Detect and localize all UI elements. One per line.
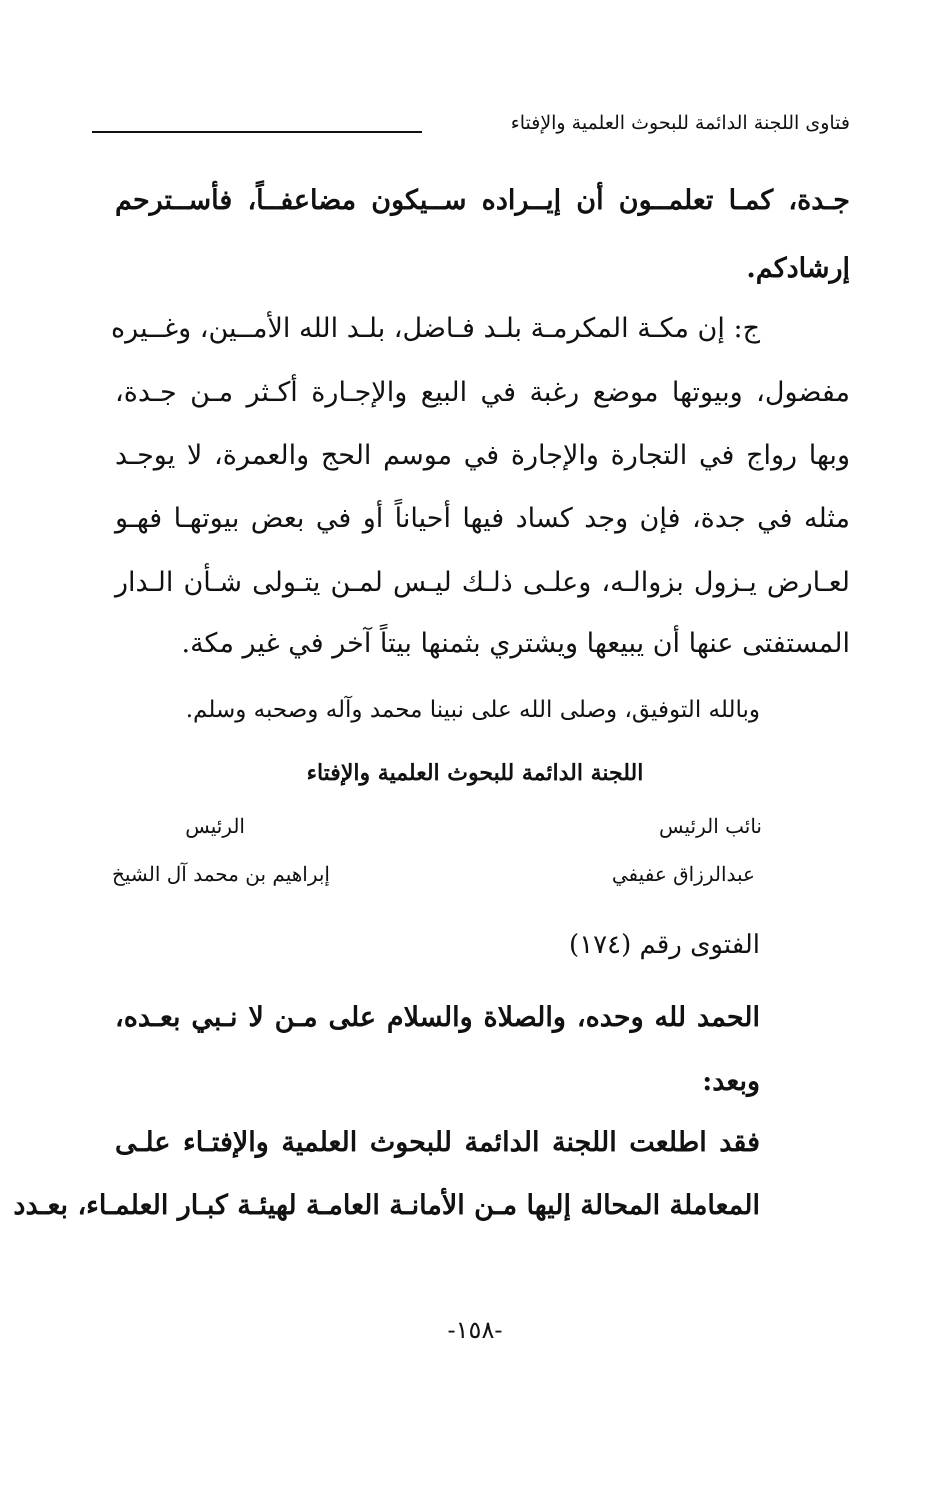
answer-line: مفضول، وبيوتها موضع رغبة في البيع والإجـارة أكـثر مـن جـدة،	[115, 377, 850, 408]
header-rule	[92, 131, 422, 133]
fatwa-line: المعاملة المحالة إليها مـن الأمانـة العامـة لهيئـة كبـار العلمـاء، بعـدد	[13, 1190, 760, 1221]
fatwa-number: الفتوى رقم (١٧٤)	[569, 930, 760, 960]
vice-chair-name: عبدالرزاق عفيفي	[611, 862, 755, 886]
vice-chair-title: نائب الرئيس	[658, 814, 762, 838]
running-header: فتاوى اللجنة الدائمة للبحوث العلمية والإفتاء	[510, 112, 850, 134]
fatwa-line: فقد اطلعت اللجنة الدائمة للبحوث العلمية والإفتـاء علـى	[115, 1127, 760, 1158]
answer-line: المستفتى عنها أن يبيعها ويشتري بثمنها بيتاً آخر في غير مكة.	[181, 628, 850, 659]
committee-name: اللجنة الدائمة للبحوث العلمية والإفتاء	[306, 760, 644, 786]
question-line: إرشادكم.	[746, 253, 850, 284]
closing-line: وبالله التوفيق، وصلى الله على نبينا محمد وآله وصحبه وسلم.	[185, 697, 760, 723]
chair-name: إبراهيم بن محمد آل الشيخ	[111, 862, 330, 886]
fatwa-line: وبعد:	[702, 1066, 760, 1097]
page-number: -١٥٨-	[447, 1316, 503, 1344]
answer-line: وبها رواج في التجارة والإجارة في موسم الحج والعمرة، لا يوجـد	[115, 440, 850, 471]
question-line: جـدة، كمـا تعلمــون أن إيــراده ســيكون مضاعفــاً، فأســترحم	[115, 185, 850, 216]
answer-line: ج: إن مكـة المكرمـة بلـد فـاضل، بلـد الله الأمــين، وغــيره	[111, 313, 760, 344]
fatwa-line: الحمد لله وحده، والصلاة والسلام على مـن لا نـبي بعـده،	[115, 1002, 760, 1033]
answer-line: مثله في جدة، فإن وجد كساد فيها أحياناً أو في بعض بيوتهـا فهـو	[115, 503, 850, 534]
answer-line: لعـارض يـزول بزوالـه، وعلـى ذلـك ليـس لمـن يتـولى شـأن الـدار	[115, 567, 850, 598]
chair-title: الرئيس	[185, 814, 245, 838]
